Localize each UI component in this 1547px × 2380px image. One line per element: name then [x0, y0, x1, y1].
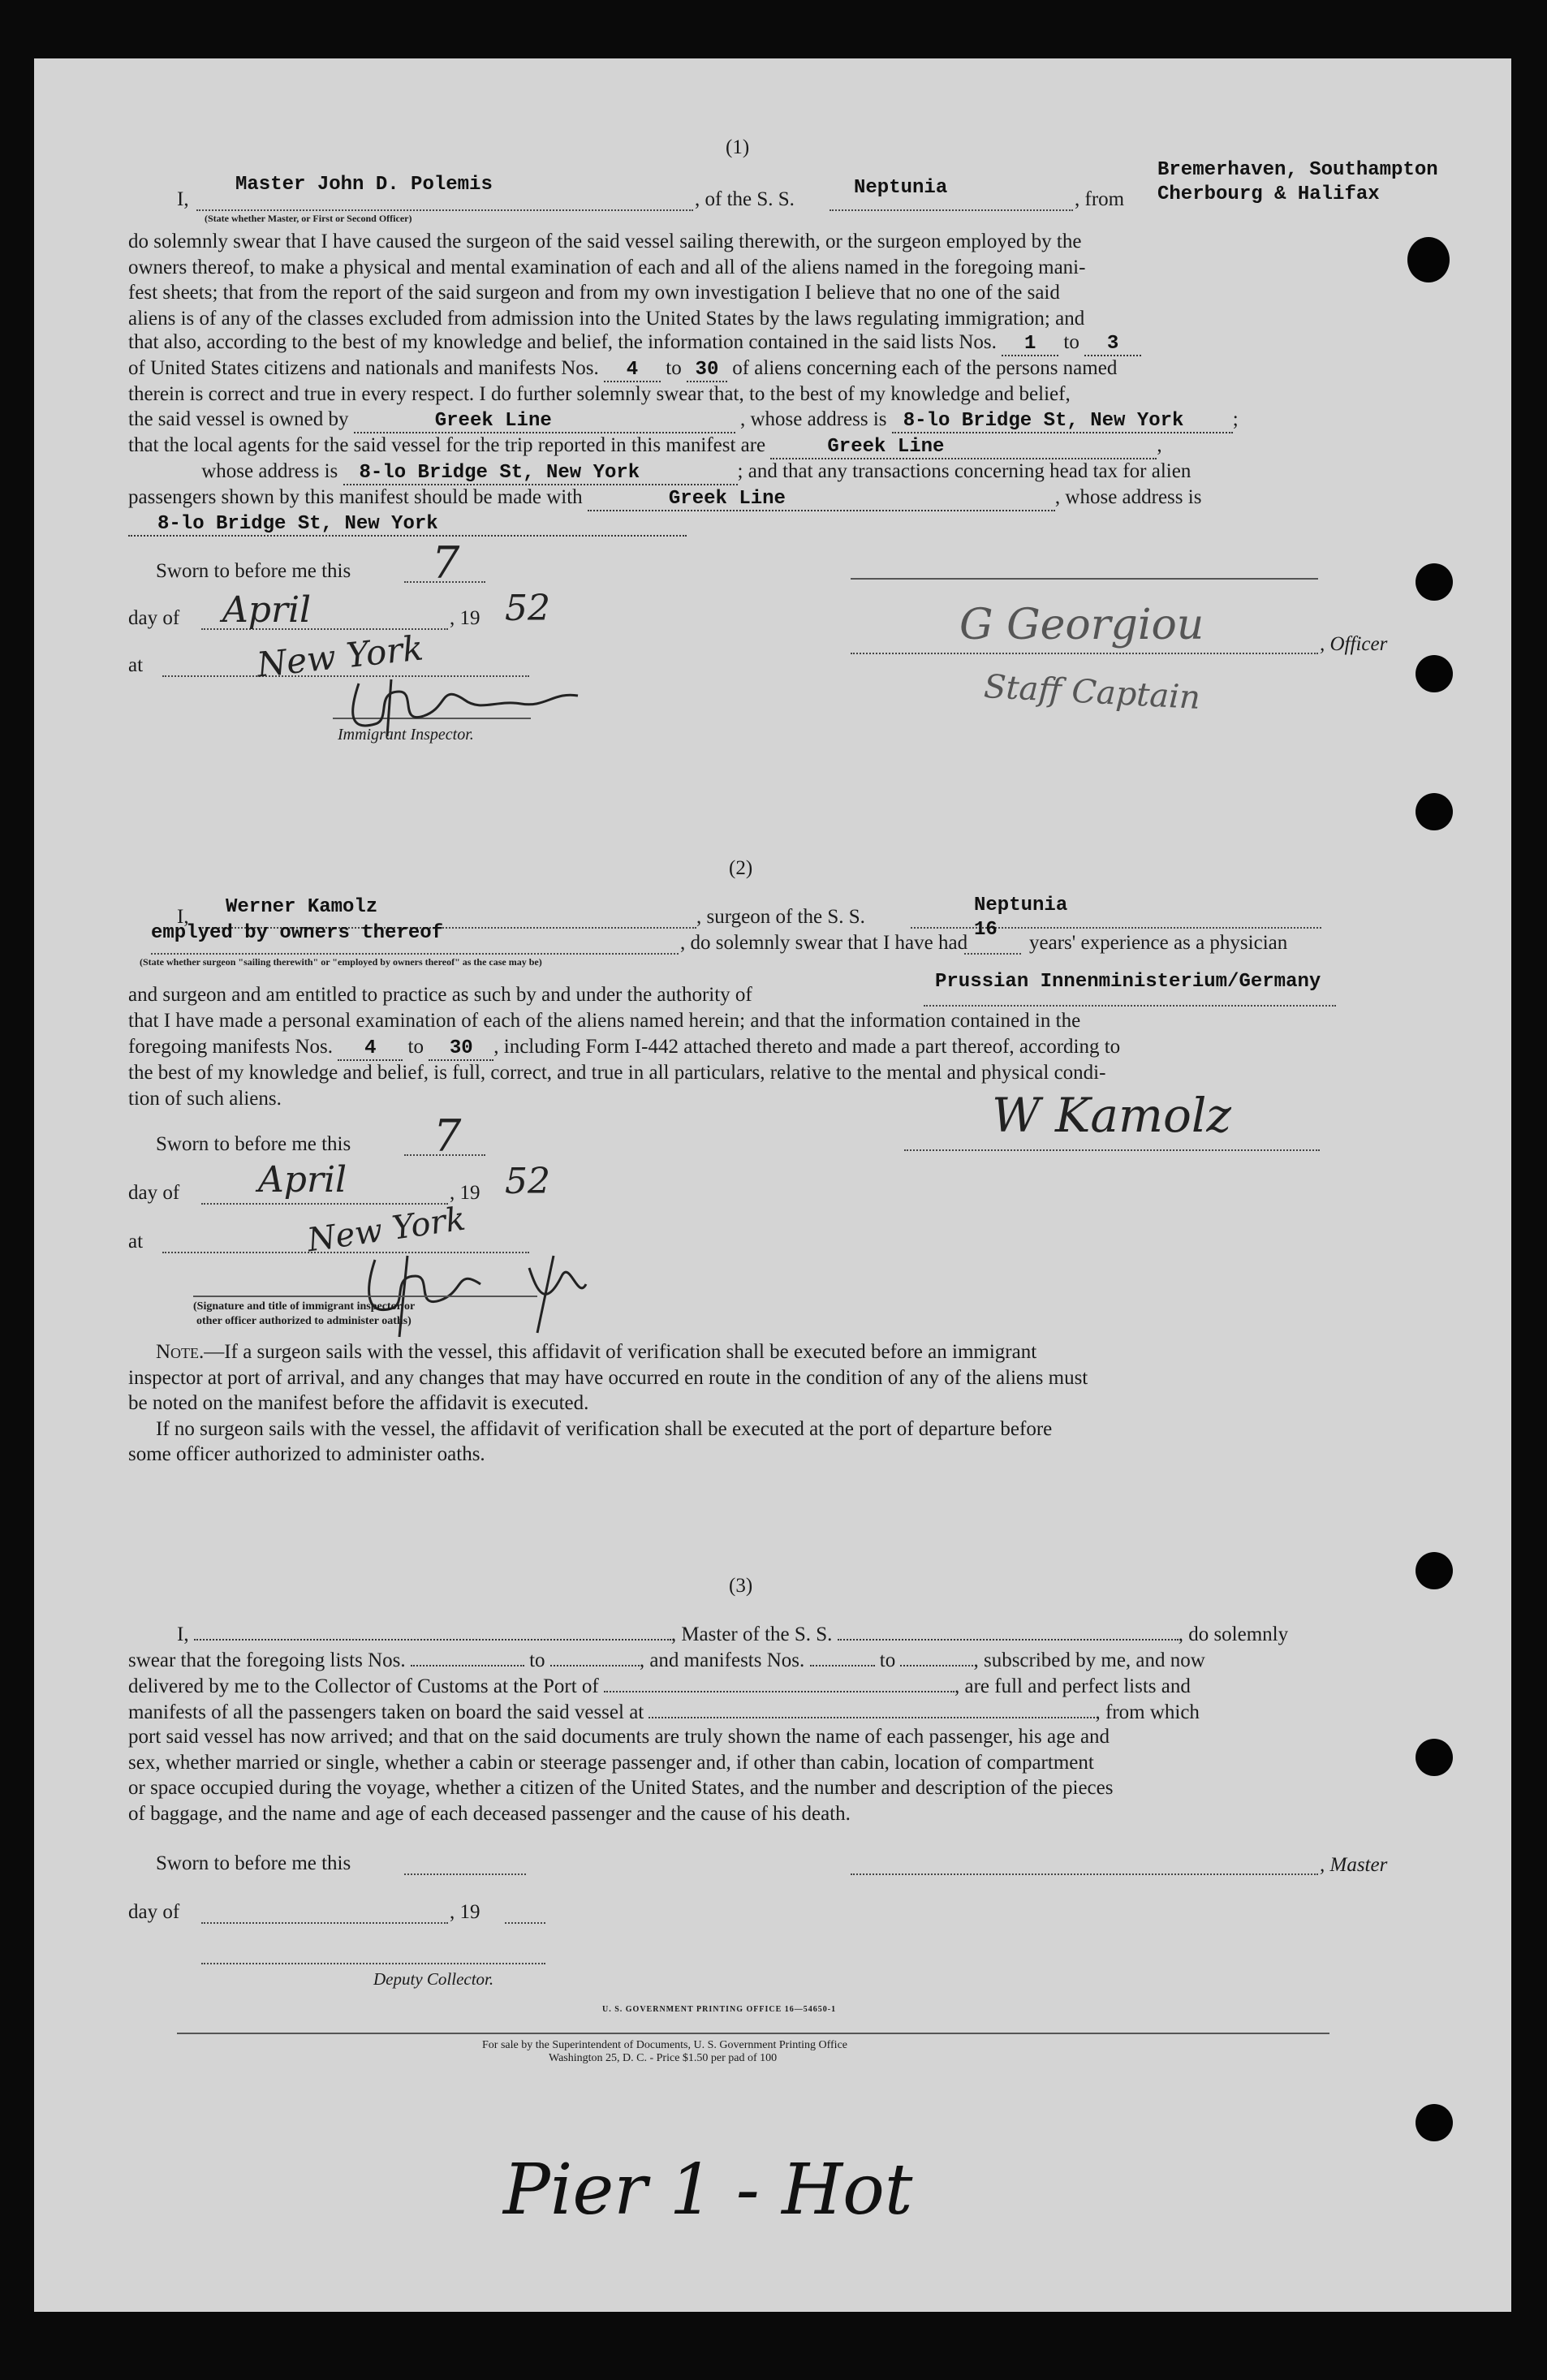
month-handwritten: April: [222, 589, 312, 631]
master-blank[interactable]: [194, 1639, 671, 1641]
sworn-day-handwritten: 7: [432, 537, 460, 589]
manifests-from: 4: [604, 359, 661, 382]
owner-address: 8-lo Bridge St, New York: [892, 410, 1233, 433]
section-number: (3): [729, 1575, 753, 1597]
lists-from-blank[interactable]: [411, 1665, 524, 1666]
section-number: (2): [729, 857, 753, 879]
master-label: , Master: [1320, 1854, 1388, 1876]
form-text: , including Form I-442 attached thereto and made a part thereof, according to: [493, 1036, 1121, 1058]
punch-hole: [1416, 1739, 1453, 1776]
swear-label: , do solemnly swear that I have had: [680, 932, 968, 954]
lists-line: [128, 1649, 1205, 1672]
officer-signature-line: [851, 653, 1318, 654]
surgeon-of-label: , surgeon of the S. S.: [696, 906, 865, 928]
lists-to-blank[interactable]: [550, 1665, 640, 1666]
head-tax-address-line: [128, 511, 687, 537]
sworn-label: Sworn to before me this: [156, 1852, 351, 1874]
collector-signature-blank[interactable]: [201, 1963, 545, 1964]
foregoing-label: foregoing manifests Nos.: [128, 1036, 334, 1058]
sale-notice: Washington 25, D. C. - Price $1.50 per pad of 100: [549, 2052, 778, 2064]
year-prefix: , 19: [450, 1901, 480, 1923]
punch-hole: [1416, 655, 1453, 692]
belief-line: the best of my knowledge and belief, is full, correct, and true in all particulars, relative to the mental and physical condi-: [128, 1062, 1106, 1084]
master-line: [177, 1623, 1288, 1646]
lists-text: that also, according to the best of my knowledge and belief, the information contained in the said lists Nos.: [128, 331, 997, 353]
body-line: do solemnly swear that I have caused the surgeon of the said vessel sailing therewith, or the surgeon employed by the: [128, 231, 1082, 252]
vessel-line: [911, 927, 1321, 929]
body-line: fest sheets; that from the report of the said surgeon and from my own investigation I believe that no one of the said: [128, 282, 1060, 304]
punch-hole: [1416, 793, 1453, 830]
master-of-label: , Master of the S. S.: [670, 1623, 833, 1645]
aliens-text: of aliens concerning each of the persons named: [732, 357, 1118, 379]
year-suffix-handwritten: 52: [505, 1161, 550, 1202]
body-line: or space occupied during the voyage, whether a citizen of the United States, and the number and description of the pieces: [128, 1777, 1114, 1799]
note-line: some officer authorized to administer oaths.: [128, 1443, 485, 1465]
owned-by-label: the said vessel is owned by: [128, 408, 349, 430]
note-line: If no surgeon sails with the vessel, the affidavit of verification shall be executed at the port of departure before: [156, 1417, 1053, 1440]
whose-address-end: , whose address is: [1054, 486, 1202, 508]
passengers-label: passengers shown by this manifest should be made with: [128, 486, 583, 508]
inspector-label: Immigrant Inspector.: [338, 726, 474, 744]
master-signature-blank[interactable]: [851, 1873, 1318, 1875]
ports-line-2: Cherbourg & Halifax: [1157, 183, 1380, 205]
manifests-to: 30: [429, 1037, 493, 1061]
officer-label: , Officer: [1320, 633, 1388, 655]
to-label: to: [529, 1649, 545, 1671]
body-line: sex, whether married or single, whether a cabin or steerage passenger and, if other than cabin, location of compartment: [128, 1751, 1094, 1774]
body-line: of baggage, and the name and age of each deceased passenger and the cause of his death.: [128, 1802, 851, 1825]
sworn-label: Sworn to before me this: [156, 560, 351, 582]
i-label: I,: [177, 188, 189, 210]
to-label: to: [407, 1036, 424, 1058]
at-label: at: [128, 1231, 144, 1253]
body-line: aliens is of any of the classes excluded from admission into the United States by the laws regulating immigration; and: [128, 307, 1085, 330]
surgeon-signature-line: [904, 1149, 1320, 1151]
years-label: years' experience as a physician: [1029, 932, 1288, 954]
years: 16: [974, 919, 998, 941]
ports-line-1: Bremerhaven, Southampton: [1157, 159, 1438, 181]
foregoing-line: [128, 1036, 1120, 1061]
manifests-of-line: [128, 1701, 1200, 1724]
employment-line: [151, 953, 679, 955]
lists-from: 1: [1002, 333, 1058, 356]
sig-title-note: (Signature and title of immigrant inspector or: [193, 1300, 416, 1313]
sworn-label: Sworn to before me this: [156, 1133, 351, 1155]
i-label: I,: [177, 906, 189, 928]
inspector-signature-line: [193, 1296, 537, 1297]
note-text: —If a surgeon sails with the vessel, this affidavit of verification shall be executed before an immigrant: [204, 1341, 1037, 1363]
manifests-of-label: manifests of all the passengers taken on board the said vessel at: [128, 1701, 644, 1723]
vessel-line: [830, 209, 1073, 211]
vessel-blank[interactable]: [838, 1639, 1179, 1641]
month-line: [201, 1203, 448, 1205]
punch-hole: [1416, 1552, 1453, 1589]
note-line: be noted on the manifest before the affidavit is executed.: [128, 1392, 589, 1414]
body-line: owners thereof, to make a physical and mental examination of each and all of the aliens named in the foregoing mani-: [128, 256, 1086, 278]
year-prefix: , 19: [450, 1182, 480, 1204]
head-tax-party: Greek Line: [588, 488, 1055, 511]
owner-name: Greek Line: [354, 410, 735, 433]
master-name-line: [196, 209, 693, 211]
employment: emplyed by owners thereof: [151, 922, 444, 944]
authority-label: and surgeon and am entitled to practice as such by and under the authority of: [128, 984, 752, 1006]
year-prefix: , 19: [450, 607, 480, 629]
authority-line: [128, 984, 752, 1007]
agents-line: that the local agents for the said vessel for the trip reported in this manifest are Greek Line ,: [128, 434, 1162, 458]
further-line: therein is correct and true in every respect. I do further solemnly swear that, to the best of my knowledge and belief,: [128, 383, 1071, 405]
state-note: (State whether Master, or First or Second Officer): [205, 213, 412, 224]
manifests-from-blank[interactable]: [810, 1665, 875, 1666]
handwritten-note: Pier 1 - Hot: [503, 2149, 913, 2231]
delivered-label: delivered by me to the Collector of Customs at the Port of: [128, 1675, 599, 1697]
month-handwritten: April: [258, 1159, 347, 1201]
of-ss-label: , of the S. S.: [695, 188, 795, 210]
year-suffix-handwritten: 52: [505, 588, 550, 629]
punch-hole: [1416, 563, 1453, 601]
punch-hole: [1407, 237, 1450, 282]
section1-body: [128, 229, 1390, 331]
at-label: at: [128, 654, 144, 676]
state-note: (State whether surgeon "sailing therewith" or "employed by owners thereof" as the case may be): [140, 956, 542, 968]
gpo-imprint: U. S. GOVERNMENT PRINTING OFFICE 16—54650-1: [602, 2005, 837, 2014]
from-label: , from: [1075, 188, 1125, 210]
lists-to: 3: [1084, 333, 1141, 356]
lists-line: [128, 331, 1141, 356]
agents-address-line: [128, 460, 1191, 485]
to-label: to: [879, 1649, 896, 1671]
head-tax-address: 8-lo Bridge St, New York: [128, 513, 687, 537]
punch-hole: [1416, 2104, 1453, 2141]
sworn-day-blank[interactable]: [404, 1873, 526, 1875]
collector-label: Deputy Collector.: [373, 1969, 494, 1989]
manifests-to: 30: [687, 359, 727, 382]
note-block: [128, 1339, 1390, 1468]
officer-title: Staff Captain: [982, 668, 1201, 717]
swear-lists-label: swear that the foregoing lists Nos.: [128, 1649, 406, 1671]
officer-signature: G Georgiou: [959, 601, 1204, 649]
port-blank[interactable]: [604, 1691, 954, 1692]
solemnly-label: , do solemnly: [1178, 1623, 1289, 1645]
authority: Prussian Innenministerium/Germany: [935, 971, 1321, 993]
manifests-to-blank[interactable]: [900, 1665, 973, 1666]
subscribed-label: , subscribed by me, and now: [973, 1649, 1205, 1671]
month-blank[interactable]: [201, 1922, 448, 1924]
head-tax-label: ; and that any transactions concerning head tax for alien: [737, 460, 1191, 482]
manifests-from: 4: [338, 1037, 403, 1061]
vessel-name: Neptunia: [974, 895, 1068, 916]
footer-rule: [177, 2033, 1329, 2034]
surgeon-signature: W Kamolz: [992, 1088, 1231, 1143]
place-handwritten: New York: [304, 1200, 468, 1260]
full-label: , are full and perfect lists and: [954, 1675, 1191, 1697]
i-label: I,: [177, 1623, 189, 1645]
year-prefix-value: 19: [459, 1182, 480, 1204]
passengers-line: [128, 486, 1201, 511]
surgeon-name: Werner Kamolz: [226, 896, 378, 918]
citizens-text: of United States citizens and nationals and manifests Nos.: [128, 357, 599, 379]
to-label: to: [666, 357, 682, 379]
place-handwritten: New York: [255, 627, 425, 685]
aliens-line: tion of such aliens.: [128, 1088, 282, 1110]
day-of-label: day of: [128, 607, 180, 629]
day-of-label: day of: [128, 1901, 180, 1923]
year-prefix-value: 19: [459, 607, 480, 629]
delivered-line: [128, 1675, 1191, 1698]
note-line: [128, 1339, 1390, 1365]
day-of-label: day of: [128, 1182, 180, 1204]
citizens-line: [128, 357, 1117, 382]
officer-top-line: [851, 578, 1318, 580]
manifest-affidavit-page: [34, 58, 1511, 2312]
note-line: inspector at port of arrival, and any changes that may have occurred en route in the condition of any of the aliens must: [128, 1366, 1088, 1389]
agents-address: 8-lo Bridge St, New York: [343, 462, 738, 485]
year-blank[interactable]: [505, 1922, 545, 1924]
master-name: Master John D. Polemis: [235, 174, 493, 196]
exam-line: that I have made a personal examination of each of the aliens named herein; and that the information contained in the: [128, 1010, 1081, 1032]
section-number: (1): [726, 136, 750, 158]
to-label: to: [1063, 331, 1079, 353]
authority-underline: [924, 1005, 1336, 1007]
manifests-label: , and manifests Nos.: [639, 1649, 805, 1671]
sworn-day-handwritten: 7: [433, 1110, 462, 1162]
whose-address-label: , whose address is: [739, 408, 887, 430]
agents-address-label: whose address is: [201, 460, 338, 482]
agents-name: Greek Line: [770, 436, 1157, 459]
agents-label: that the local agents for the said vessel for the trip reported in this manifest are: [128, 434, 766, 456]
sale-notice: For sale by the Superintendent of Documents, U. S. Government Printing Office: [482, 2039, 847, 2051]
boarding-port-blank[interactable]: [649, 1717, 1095, 1718]
owned-by-line: the said vessel is owned by Greek Line , whose address is 8-lo Bridge St, New York ;: [128, 408, 1239, 432]
from-which-label: , from which: [1095, 1701, 1200, 1723]
body-line: port said vessel has now arrived; and that on the said documents are truly shown the name of each passenger, his age and: [128, 1726, 1110, 1748]
sig-title-note: other officer authorized to administer oaths): [196, 1315, 412, 1327]
vessel-name: Neptunia: [854, 177, 948, 199]
note-label: Note.: [156, 1341, 205, 1363]
section3-body: [128, 1724, 1390, 1826]
years-line: [964, 953, 1021, 955]
